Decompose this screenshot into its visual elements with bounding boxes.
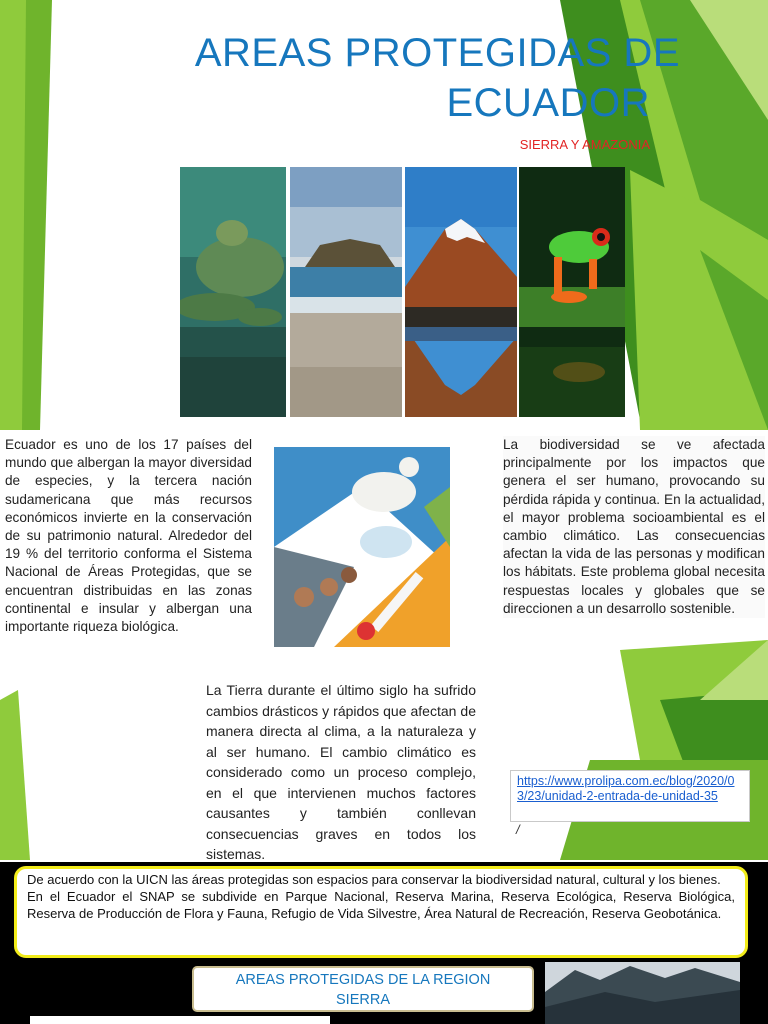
page-title xyxy=(60,28,680,128)
tierra-paragraph: La Tierra durante el último siglo ha sufrido cambios drásticos y rápidos que afectan de manera directa al clima, a la naturaleza y al ser humano. El cambio climático es considerado como un proceso complejo, en el que intervienen muchos factores causantes y también conllevan consecuencias graves en todos los sistemas. xyxy=(206,682,476,862)
info-line-1: De acuerdo con la UICN las áreas protegidas son espacios para conservar la biodiversidad natural, cultural y los bienes. xyxy=(27,872,721,887)
source-link[interactable]: https://www.prolipa.com.ec/blog/2020/03/23/unidad-2-entrada-de-unidad-35 xyxy=(510,770,750,822)
title-line-2: ECUADOR xyxy=(446,81,650,125)
climate-collage xyxy=(274,447,450,647)
region-sierra-heading xyxy=(192,966,534,1012)
region-line-1: AREAS PROTEGIDAS DE LA REGION xyxy=(235,972,491,988)
biodiversidad-paragraph: La biodiversidad se ve afectada principalmente por los impactos que genera el ser humano, provocando su pérdida rápida y continua. En la actualidad, el mayor problema socioambiental es el cambio climático. Las consecuencias afectan la vida de las personas y modifican los hábitats. Este problema global necesita respuestas locales y globales que se direccionen a un desarrollo sostenible. xyxy=(503,436,765,618)
link-mark: / xyxy=(516,822,520,837)
region-line-2: SIERRA xyxy=(336,992,390,1008)
title-line-1: AREAS PROTEGIDAS DE xyxy=(194,31,680,75)
snap-info-box xyxy=(14,866,748,958)
info-line-2: En el Ecuador el SNAP se subdivide en Parque Nacional, Reserva Marina, Reserva Ecológica, Reserva Biológica, Reserva de Producción de Flora y Fauna, Refugio de Vida Silvestre, Área Natural de Recreación, Reserva Geobotánica. xyxy=(27,889,735,921)
tree-frog-photo xyxy=(519,167,625,417)
beach-photo xyxy=(290,167,402,417)
page-subtitle: SIERRA Y AMAZONIA xyxy=(519,137,650,152)
bottom-strip xyxy=(30,1016,330,1024)
mountain-photo xyxy=(545,962,740,1024)
ecuador-paragraph: Ecuador es uno de los 17 países del mundo que albergan la mayor diversidad de especies, y la tercera nación sudamericana que más recursos económicos invierte en la conservación de su patrimonio natural. Alrededor del 19 % del territorio conforma el Sistema Nacional de Áreas Protegidas, que se encuentran distribuidas en las zonas continental e insular y albergan una importante riqueza biológica. xyxy=(5,437,252,635)
sea-turtle-photo xyxy=(180,167,286,417)
volcano-photo xyxy=(405,167,517,417)
